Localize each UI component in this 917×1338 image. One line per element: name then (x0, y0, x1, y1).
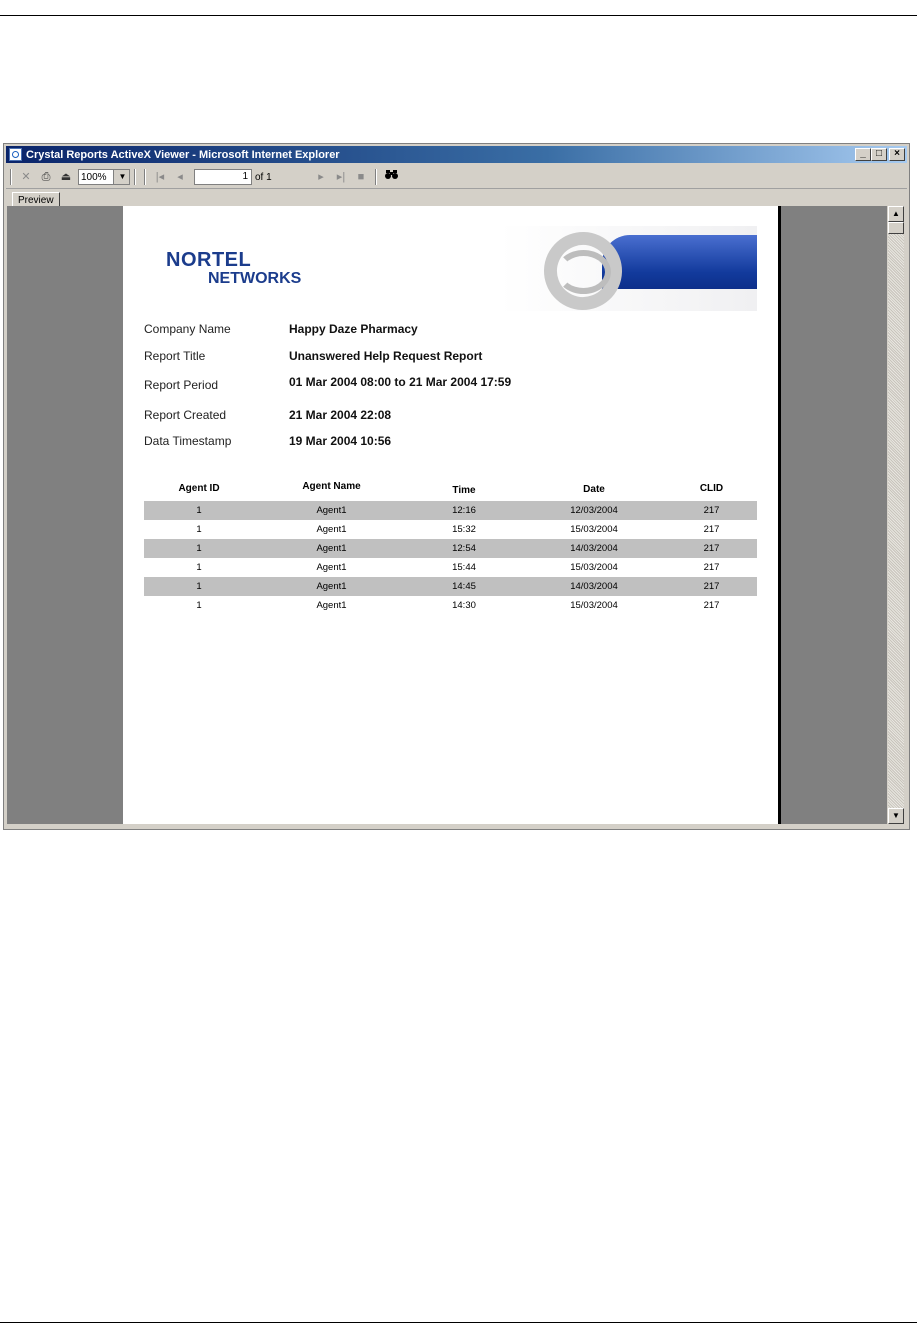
cell-clid: 217 (703, 562, 720, 573)
cell-agent-name: Agent1 (316, 562, 347, 573)
maximize-button[interactable]: □ (871, 148, 887, 161)
toolbar-separator (375, 169, 377, 185)
logo-line1: NORTEL (166, 249, 252, 271)
cell-agent-name: Agent1 (316, 600, 347, 611)
table-row (144, 539, 757, 558)
zoom-select[interactable] (78, 169, 130, 185)
header-agent-name: Agent Name (302, 481, 361, 492)
field-value: 19 Mar 2004 10:56 (289, 434, 392, 448)
cell-time: 12:16 (452, 505, 476, 516)
cell-time: 15:32 (452, 524, 476, 535)
cell-agent-name: Agent1 (316, 543, 347, 554)
toolbar-separator (144, 169, 146, 185)
cell-agent-name: Agent1 (316, 524, 347, 535)
field-label: Report Period (144, 378, 219, 392)
viewer-window (3, 143, 910, 830)
prev-page-icon[interactable]: ◂ (177, 171, 183, 183)
field-value: 01 Mar 2004 08:00 to 21 Mar 2004 17:59 (289, 375, 512, 389)
cell-agent-id: 1 (196, 600, 202, 611)
cell-date: 15/03/2004 (570, 600, 618, 611)
cell-date: 14/03/2004 (570, 581, 618, 592)
page-top-rule (0, 15, 917, 16)
chevron-down-icon[interactable]: ▼ (113, 170, 129, 184)
toolbar (6, 166, 907, 189)
tab-bar (12, 190, 60, 206)
zoom-value: 100% (81, 171, 107, 183)
table-row (144, 520, 757, 539)
minimize-button[interactable]: _ (855, 148, 871, 161)
caption-buttons (855, 148, 905, 161)
field-value: Unanswered Help Request Report (289, 349, 483, 363)
cell-agent-name: Agent1 (316, 581, 347, 592)
toolbar-separator (134, 169, 136, 185)
cell-time: 14:45 (452, 581, 476, 592)
page-bottom-rule (0, 1322, 917, 1323)
scroll-up-button[interactable]: ▲ (888, 206, 904, 222)
cell-agent-id: 1 (196, 505, 202, 516)
cell-date: 14/03/2004 (570, 543, 618, 554)
cell-clid: 217 (703, 543, 720, 554)
field-label: Company Name (144, 322, 231, 336)
cell-time: 12:54 (452, 543, 476, 554)
globe-graphic-inner (556, 250, 611, 294)
last-page-icon[interactable]: ▸| (336, 171, 346, 183)
field-label: Data Timestamp (144, 434, 232, 448)
window-title: Crystal Reports ActiveX Viewer - Microsoft Internet Explorer (26, 148, 340, 161)
ie-icon (9, 148, 22, 161)
cell-agent-id: 1 (196, 543, 202, 554)
table-row (144, 577, 757, 596)
cell-agent-id: 1 (196, 562, 202, 573)
report-page (123, 206, 778, 824)
table-row (144, 596, 757, 615)
cell-time: 14:30 (452, 600, 476, 611)
field-value: Happy Daze Pharmacy (289, 322, 418, 336)
header-time: Time (452, 485, 476, 496)
close-view-icon[interactable]: ✕ (21, 171, 31, 183)
page-total: of 1 (255, 171, 272, 183)
header-agent-id: Agent ID (178, 483, 220, 494)
field-label: Report Title (144, 349, 206, 363)
close-button[interactable]: × (889, 148, 905, 161)
scroll-thumb[interactable] (888, 222, 904, 234)
print-icon[interactable]: ⎙ (41, 171, 51, 183)
cell-clid: 217 (703, 600, 720, 611)
report-header (144, 226, 757, 311)
cell-clid: 217 (703, 524, 720, 535)
export-icon[interactable]: ⏏ (60, 171, 72, 183)
binoculars-icon (385, 169, 398, 180)
header-date: Date (583, 484, 605, 495)
stop-icon[interactable]: ■ (357, 171, 365, 183)
table-row (144, 558, 757, 577)
logo-line2: NETWORKS (208, 270, 302, 287)
cell-agent-name: Agent1 (316, 505, 347, 516)
cell-agent-id: 1 (196, 581, 202, 592)
nortel-logo (166, 250, 301, 288)
table-header (144, 481, 757, 495)
page-number-input[interactable]: 1 (194, 169, 252, 185)
field-label: Report Created (144, 408, 227, 422)
cell-date: 15/03/2004 (570, 524, 618, 535)
title-bar[interactable] (6, 146, 907, 163)
table-row (144, 501, 757, 520)
cell-clid: 217 (703, 581, 720, 592)
first-page-icon[interactable]: |◂ (155, 171, 165, 183)
scroll-down-button[interactable]: ▼ (888, 808, 904, 824)
field-value: 21 Mar 2004 22:08 (289, 408, 392, 422)
cell-time: 15:44 (452, 562, 476, 573)
vertical-scrollbar[interactable] (888, 206, 904, 824)
next-page-icon[interactable]: ▸ (318, 171, 324, 183)
cell-date: 12/03/2004 (570, 505, 618, 516)
tab-preview[interactable]: Preview (12, 192, 60, 208)
cell-clid: 217 (703, 505, 720, 516)
cell-date: 15/03/2004 (570, 562, 618, 573)
header-clid: CLID (699, 483, 724, 494)
toolbar-separator (10, 169, 12, 185)
report-viewport (7, 206, 887, 824)
brand-bar (602, 235, 757, 289)
cell-agent-id: 1 (196, 524, 202, 535)
search-icon[interactable] (383, 169, 399, 185)
